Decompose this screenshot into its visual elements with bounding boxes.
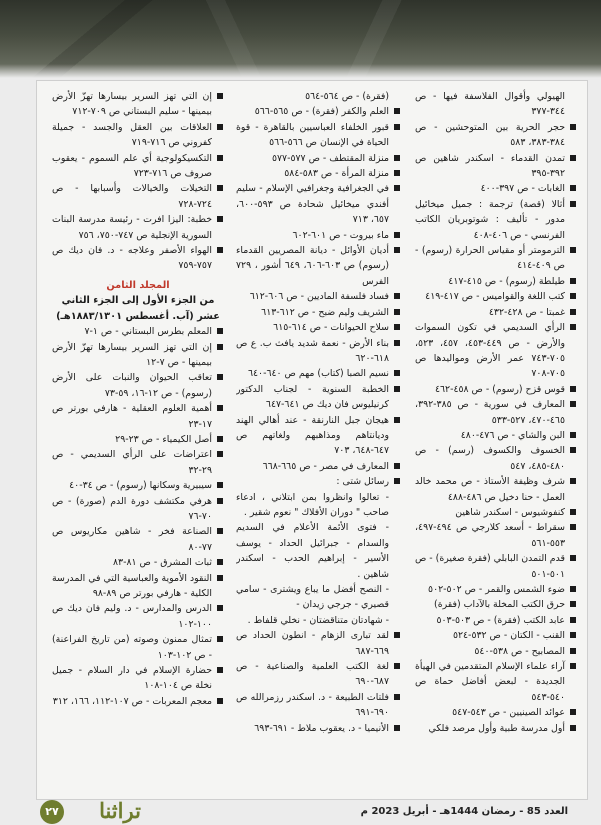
index-entry: سيبيرية وسكانها (رسوم) - ص ٣٤-٤٠ [52,478,224,493]
index-entry: القنب - الكتان - ص ٥٣٢-٥٢٤ [415,628,577,643]
index-entry: في الجغرافية وجغرافيي الإسلام - سليم أفندي ميخائيل شحادة ص ٥٩٣-٦٠٠، ٦٥٧، ٧١٣ [236,181,401,227]
index-entry: هيجان جبل النارنقة - عند أهالي الهند وديانتاهم ومذاهبهم ولغاتهم ص ٦٤٧-٦٤٨، ٧٠٣ [236,413,401,459]
index-entry-continuation: الهيولي وأقوال الفلاسفة فيها - ص ٣٤٤-٣٧٧ [415,91,565,118]
index-entry: معجم المعربات - ص ١٠٧-١١٢، ١٦٦، ٣١٢ [52,694,224,709]
index-entry: البن والشاي - ص ٤٧٦-٤٨٠ [415,428,577,443]
index-entry: الدرس والمدارس - د. وليم فان ديك ص ١٠٠-١٠٢ [52,601,224,632]
index-entry: تمدن القدماء - اسكندر شاهين ص ٣٩٢-٣٩٥ [415,151,577,182]
index-entry-continuation: - فتوى الأئمة الأعلام في السديم والسدام - جبرائيل الحداد - يوسف الأسير - إبراهيم الحدب - اسكندر شاهين . [236,522,389,580]
index-entry: حضارة الإسلام في دار السلام - جميل نخلة ص ١٠٤-١٠٨ [52,663,224,694]
index-entry: النقود الأموية والعباسية التي في المدرسة الكلية - هارفي بورتر ص ٨٩-٩٨ [52,571,224,602]
index-entry: أصل الكيمياء - ص ٢٣-٢٩ [52,432,224,447]
index-entry: الأنيميا - د. يعقوب ملاط - ٦٩١-٦٩٣ [236,721,401,736]
index-entry: المعارف في مصر - ص ٦٦٥-٦٦٨ [236,459,401,474]
index-entry: غمبتا - ص ٤٢٨-٤٣٢ [415,305,577,320]
index-entry: بناء الأرض - نعمة شديد يافث ب. ع ص ٦١٨-٦٢٠ [236,336,401,367]
index-entry: فلتات الطبيعة - د. اسكندر رزمرالله ص ٦٩٠-٦٩١ [236,690,401,721]
index-entry-continuation: - تعالوا وانظروا بمن ابتلاني ، ادعاء صاحب " دوران الأفلاك " نعوم شقير . [236,491,389,518]
index-entry: اعتراضات على الرأي السديمي - ص ٢٩-٣٢ [52,447,224,478]
volume-subheading: من الجزء الأول إلى الجزء الثاني عشر (آب. أغسطس ١٨٨٣/١٣٠١هـ) [56,295,220,322]
index-entry: الترمومتر أو مقياس الحرارة (رسوم) - ص ٤٠٩-٤١٤ [415,243,577,274]
issue-info: العدد 85 - رمضان 1444هـ - أبريل 2023 م [360,806,568,817]
index-entry: إن التي تهز السرير بيسارها تهزّ الأرض بيمينها - ص ٧-١٢ [52,340,224,371]
index-entry: لغة الكتب العلمية والصناعية - ص ٦٨٧-٦٩٠ [236,659,401,690]
index-entry: ثبات المشرق - ص ٨١-٨٣ [52,555,224,570]
index-entry: أثالا (قصة) ترجمة : جميل ميخائيل مدور - تأليف : شوتوبريان الكاتب الفرنسي - ص ٤٠٦-٤٠٨ [415,197,577,243]
index-entry: سقراط - أسعد كلارجي ص ٤٩٤-٤٩٧، ٥٥٣-٥٦١ [415,520,577,551]
index-entry: قوس قزح (رسوم) - ص ٤٥٨-٤٦٢ [415,382,577,397]
index-entry: المعلم بطرس البستاني - ص ١-٧ [52,324,224,339]
index-entry: الخسوف والكسوف (رسم) - ص ٤٨٠-٤٨٥، ٥٤٧ [415,443,577,474]
index-entry: أول مدرسة طبية وأول مرصد فلكي [415,721,577,736]
volume-heading: المجلد الثامن [106,279,170,291]
index-entry: عابد الكتب (فقرة) - ص ٥٠٣-٥٠٣ [415,613,577,628]
header-photo-band [0,0,601,78]
index-entry: سلاح الحيوانات - ص ٦١٤-٦١٥ [236,320,401,335]
page-number-badge: ٢٧ [40,800,64,824]
index-entry: كتب اللغة والقواميس - ص ٤١٧-٤١٩ [415,289,577,304]
index-entry: التكسيكولوجية أي علم السموم - يعقوب صروف ص ٧١٦-٧٢٣ [52,151,224,182]
index-entry: تمثال ممنون وصوته (من تاريخ الفراعنة) - ص ١٠٢-١٠٣ [52,632,224,663]
index-entry: كنفوشيوس - اسكندر شاهين [415,505,577,520]
index-entry: ضوء الشمس والقمر - ص ٥٠٢-٥٠٢ [415,582,577,597]
index-entry: تعاقب الحيوان والنبات على الأرض (رسوم) - ص ١٢-١٦، ٥٩-٧٣ [52,370,224,401]
index-entry: ماء بيروت - ص ٦٠١-٦٠٢ [236,228,401,243]
index-entry: نسيم الصبا (كتاب) مهم ص ٦٤٠-٦٤٠ [236,366,401,381]
magazine-logo: تراثنا [99,798,141,823]
index-entry: إن التي تهز السرير بيسارها تهزّ الأرض بيمينها - سليم البستاني ص ٧٠٩-٧١٢ [52,89,224,120]
index-entry: المصابيح - ص ٥٣٨-٥٤٠ [415,644,577,659]
index-entry: عوائد الصينيين - ص ٥٤٣-٥٤٧ [415,705,577,720]
index-entry: منزلة المقتطف - ص ٥٧٧-٥٧٧ [236,151,401,166]
index-entry: الخطبة السنوية - لجناب الدكتور كرنيليوس فان ديك ص ٦٤١-٦٤٧ [236,382,401,413]
index-entry-continuation: - النصح أفضل ما يباع ويشترى - سامي قصيري - جرجي زيدان - [236,584,389,611]
index-entry: الهواء الأصفر وعلاجه - د. فان ديك ص ٧٥٧-٧٥٩ [52,243,224,274]
index-entry-continuation: - شهادتان متناقضتان - نخلي قلفاط . [247,614,389,626]
index-entry: الصناعة فخر - شاهين مكاريوس ص ٧٧-٨٠ [52,524,224,555]
index-entry: طيلطة (رسوم) - ص ٤١٥-٤١٧ [415,274,577,289]
header-photo-fade [0,64,601,78]
index-entry: خطبة: اليزا افرت - رئيسة مدرسة البنات السورية الإنجلية ص ٧٤٧-٧٥٠، ٧٥٦ [52,212,224,243]
index-entry: العلم والكفر (فقرة) - ص ٥٦٥-٥٦٦ [236,104,401,119]
index-entry: الرأي السديمي في تكون السموات والأرض - ص ٤٤٩-٤٥٣، ٤٥٧، ٥٢٣، ٧٠٥-٧٤٣ عمر الأرض ومواليدها ص ٧٠٥-٧٠٨ [415,320,577,382]
index-entry: منزلة المرأة - ص ٥٨٣-٥٨٤ [236,166,401,181]
index-entry-continuation: (فقرة) - ص ٥٦٤-٥٦٤ [305,91,389,102]
index-entry: آراء علماء الإسلام المتقدمين في الهيأة الجديدة - لبعض أفاضل حماة ص ٥٤٠-٥٤٣ [415,659,577,705]
column-middle [236,89,401,791]
index-entry: التخيلات والخيالات وأسبابها - ص ٧٢٤-٧٢٨ [52,181,224,212]
index-entry: قبور الخلفاء العباسيين بالقاهرة - قوة الحياة في الإنسان ص ٥٦٦-٥٦٦ [236,120,401,151]
index-entry: هرفي مكتشف دورة الدم (صورة) - ص ٧٠-٧٦ [52,494,224,525]
column-left [52,89,224,791]
index-entry: الشريف وليم ضبح - ص ٦١٢-٦١٣ [236,305,401,320]
index-entry: قدم التمدن البابلي (فقرة صغيرة) - ص ٥٠١-٥٠١ [415,551,577,582]
index-entry: حجر الحرية بين المتوحشين - ص ٣٨٤-٣٨٣، ٥٨٣ [415,120,577,151]
index-entry: لقد تبارى الزهام - انطون الحداد ص ٦٦٩-٦٨٧ [236,628,401,659]
index-entry: العلاقات بين العقل والجسد - جميلة كفروني ص ٧١٦-٧١٩ [52,120,224,151]
index-entry: رسائل شتى : [236,474,401,489]
index-entry: أديان الأوائل - ديانة المصريين القدماء (رسوم) ص ٦٠٣-٦٠٦، ٦٤٩ أشور ، ٧٢٩ الفرس [236,243,401,289]
index-entry: فساد فلسفة الماديين - ص ٦٠٦-٦١٢ [236,289,401,304]
index-entry: أهمية العلوم العقلية - هارفي بورتر ص ١٧-٢٣ [52,401,224,432]
index-entry: الغابات - ص ٣٩٧-٤٠٠ [415,181,577,196]
index-entry: حرق الكتب المخلة بالآداب (فقرة) [415,597,577,612]
column-right [415,89,577,791]
index-entry: المعارف في سورية - ص ٣٨٥-٣٩٢، ٤٦٥-٤٧٠، ٥٢٧-٥٣٣ [415,397,577,428]
index-entry: شرف وظيفة الأستاذ - ص محمد خالد العمل - حنا دخيل ص ٤٨٦-٤٨٨ [415,474,577,505]
index-page [36,80,588,800]
